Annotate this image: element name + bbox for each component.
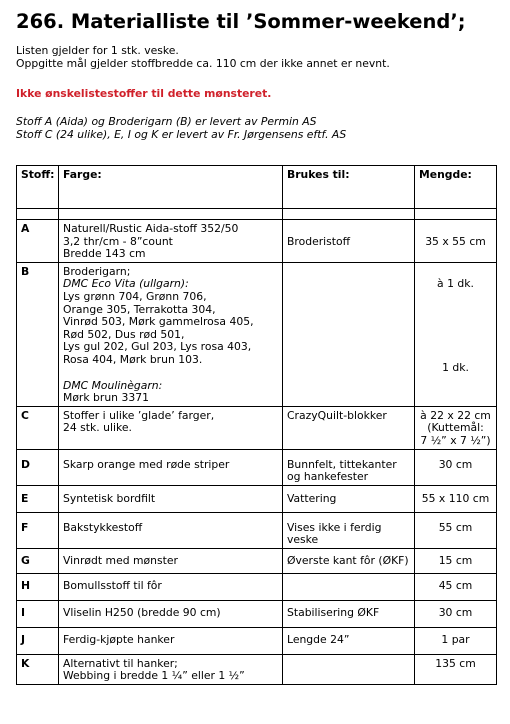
row-code: A <box>17 220 59 263</box>
row-farge: Ferdig-kjøpte hanker <box>59 627 283 654</box>
row-mengde: 55 x 110 cm <box>415 485 497 512</box>
row-code: C <box>17 406 59 449</box>
row-code: D <box>17 449 59 485</box>
row-farge: Vinrødt med mønster <box>59 548 283 573</box>
brukes-line: Vises ikke i ferdig <box>287 520 382 534</box>
table-row-b <box>17 262 497 406</box>
row-brukes: CrazyQuilt-blokker <box>283 406 415 449</box>
row-code: E <box>17 485 59 512</box>
row-brukes <box>283 262 415 406</box>
row-brukes: Lengde 24” <box>283 627 415 654</box>
row-mengde: 1 par <box>415 627 497 654</box>
row-mengde: 135 cm <box>415 654 497 684</box>
farge-line: Orange 305, Terrakotta 304, <box>63 302 216 316</box>
farge-line: 24 stk. ulike. <box>63 421 132 435</box>
farge-line: Rosa 404, Mørk brun 103. <box>63 352 203 366</box>
row-mengde: 35 x 55 cm <box>415 220 497 263</box>
header-mengde: Mengde: <box>415 166 497 209</box>
header-brukes: Brukes til: <box>283 166 415 209</box>
warning-text: Ikke ønskelistestoffer til dette mønsteret. <box>16 87 272 100</box>
row-brukes: Stabilisering ØKF <box>283 600 415 627</box>
row-farge: Bomullsstoff til fôr <box>59 573 283 600</box>
row-code: K <box>17 654 59 684</box>
farge-line: Rød 502, Dus rød 501, <box>63 327 185 341</box>
farge-line: Naturell/Rustic Aida-stoff 352/50 <box>63 222 239 235</box>
document-page <box>16 10 496 683</box>
row-farge <box>59 406 283 449</box>
mengde-line: à 1 dk. <box>437 276 474 290</box>
row-brukes: Øverste kant fôr (ØKF) <box>283 548 415 573</box>
table-row-d <box>17 449 497 485</box>
row-mengde: 55 cm <box>415 512 497 548</box>
table-row-i <box>17 600 497 627</box>
row-code: F <box>17 512 59 548</box>
header-farge: Farge: <box>59 166 283 209</box>
mengde-line: 7 ½” x 7 ½”) <box>420 433 491 447</box>
intro-text <box>16 44 496 70</box>
farge-line: Stoffer i ulike ’glade’ farger, <box>63 408 215 422</box>
mengde-line: à 22 x 22 cm <box>420 408 491 422</box>
farge-line: Lys grønn 704, Grønn 706, <box>63 289 207 303</box>
table-row-h <box>17 573 497 600</box>
farge-line: Vinrød 503, Mørk gammelrosa 405, <box>63 315 254 329</box>
row-code: I <box>17 600 59 627</box>
mengde-line: 1 dk. <box>442 361 469 375</box>
row-brukes <box>283 573 415 600</box>
row-mengde: 15 cm <box>415 548 497 573</box>
row-mengde: 45 cm <box>415 573 497 600</box>
table-row-f <box>17 512 497 548</box>
brukes-line: Bunnfelt, tittekanter <box>287 457 397 471</box>
intro-line-1: Listen gjelder for 1 stk. veske. <box>16 44 179 57</box>
row-mengde: 30 cm <box>415 449 497 485</box>
supplier-line-1: Stoff A (Aida) og Broderigarn (B) er levert av Permin AS <box>16 115 317 128</box>
farge-line: Alternativt til hanker; <box>63 656 178 670</box>
row-code: H <box>17 573 59 600</box>
supplier-text <box>16 115 496 141</box>
header-stoff: Stoff: <box>17 166 59 209</box>
intro-line-2: Oppgitte mål gjelder stoffbredde ca. 110 cm der ikke annet er nevnt. <box>16 57 390 70</box>
row-code: J <box>17 627 59 654</box>
row-farge: Bakstykkestoff <box>59 512 283 548</box>
row-brukes <box>283 449 415 485</box>
brukes-line: veske <box>287 533 319 547</box>
table-header-row <box>17 166 497 209</box>
farge-line: Mørk brun 3371 <box>63 391 149 405</box>
page-title: 266. Materialliste til ’Sommer-weekend’; <box>16 10 466 33</box>
farge-line: Webbing i bredde 1 ¼” eller 1 ½” <box>63 669 245 683</box>
table-row-j <box>17 627 497 654</box>
farge-line: DMC Eco Vita (ullgarn): <box>63 277 189 291</box>
row-mengde: 30 cm <box>415 600 497 627</box>
row-mengde <box>415 406 497 449</box>
row-farge <box>59 654 283 684</box>
farge-line: 3,2 thr/cm - 8”count <box>63 234 173 248</box>
row-brukes: Broderistoff <box>283 220 415 263</box>
row-brukes <box>283 512 415 548</box>
table-row-k <box>17 654 497 684</box>
row-farge <box>59 220 283 263</box>
materials-table <box>16 165 497 685</box>
brukes-line: og hankefester <box>287 470 369 484</box>
farge-line: DMC Moulinègarn: <box>63 378 163 392</box>
supplier-line-2: Stoff C (24 ulike), E, I og K er levert av Fr. Jørgensens eftf. AS <box>16 128 347 141</box>
table-spacer-row <box>17 209 497 220</box>
row-farge <box>59 262 283 406</box>
row-mengde <box>415 262 497 406</box>
row-brukes: Vattering <box>283 485 415 512</box>
mengde-line: (Kuttemål: <box>427 421 484 435</box>
row-farge: Vliselin H250 (bredde 90 cm) <box>59 600 283 627</box>
table-row-e <box>17 485 497 512</box>
row-farge: Skarp orange med røde striper <box>59 449 283 485</box>
farge-line: Broderigarn; <box>63 264 131 278</box>
row-farge: Syntetisk bordfilt <box>59 485 283 512</box>
row-brukes <box>283 654 415 684</box>
farge-line: Lys gul 202, Gul 203, Lys rosa 403, <box>63 340 252 354</box>
row-code: G <box>17 548 59 573</box>
farge-line: Bredde 143 cm <box>63 247 146 261</box>
table-row-g <box>17 548 497 573</box>
table-row-c <box>17 406 497 449</box>
table-row-a <box>17 220 497 263</box>
row-code: B <box>17 262 59 406</box>
